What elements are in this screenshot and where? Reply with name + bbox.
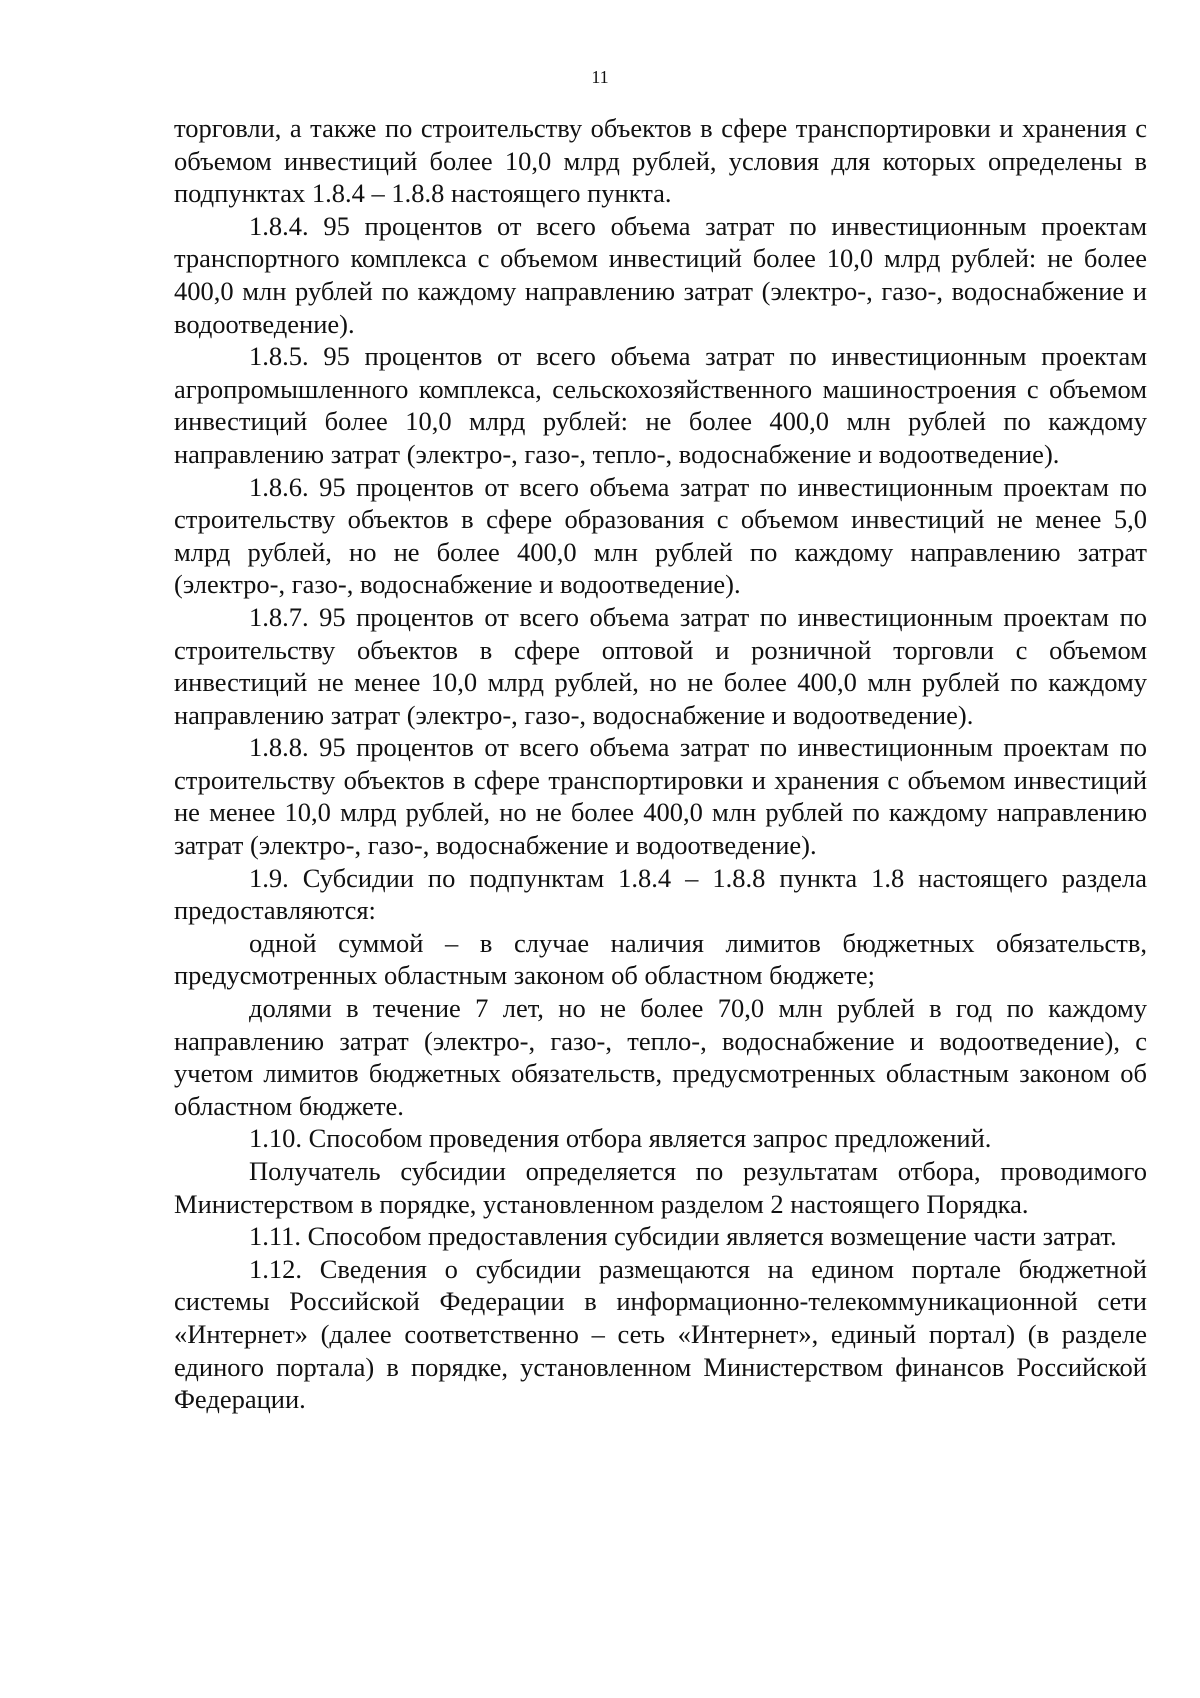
document-body (174, 112, 1147, 1416)
paragraph: 1.8.5. 95 процентов от всего объема затрат по инвестиционным проектам агропромышленного комплекса, сельскохозяйственного машиностроения с объемом инвестиций более 10,0 млрд рублей: не более 400,0 млн рублей по каждому направлению затрат (электро-, газо-, тепло-, водоснабжение и водоотведение). (174, 341, 1147, 469)
paragraph: 1.8.6. 95 процентов от всего объема затрат по инвестиционным проектам по строительству объектов в сфере образования с объемом инвестиций не менее 5,0 млрд рублей, но не более 400,0 млн рублей по каждому направлению затрат (электро-, газо-, водоснабжение и водоотведение). (174, 471, 1147, 600)
paragraph: Получатель субсидии определяется по результатам отбора, проводимого Министерством в порядке, установленном разделом 2 настоящего Порядка. (174, 1156, 1147, 1219)
page-number: 11 (591, 67, 609, 87)
paragraph: долями в течение 7 лет, но не более 70,0 млн рублей в год по каждому направлению затрат (электро-, газо-, тепло-, водоснабжение и водоотведение), с учетом лимитов бюджетных обязательств, предусмотренных областным законом об областном бюджете. (174, 993, 1147, 1121)
paragraph: торговли, а также по строительству объектов в сфере транспортировки и хранения с объемом инвестиций более 10,0 млрд рублей, условия для которых определены в подпунктах 1.8.4 – 1.8.8 настоящего пункта. (174, 113, 1147, 209)
paragraph: 1.11. Способом предоставления субсидии является возмещение части затрат. (249, 1221, 1117, 1252)
paragraph: 1.8.8. 95 процентов от всего объема затрат по инвестиционным проектам по строительству объектов в сфере транспортировки и хранения с объемом инвестиций не менее 10,0 млрд рублей, но не более 400,0 млн рублей по каждому направлению затрат (электро-, газо-, водоснабжение и водоотведение). (174, 732, 1147, 861)
paragraph: 1.12. Сведения о субсидии размещаются на едином портале бюджетной системы Российской Федерации в информационно-телекоммуникационной сети «Интернет» (далее соответственно – сеть «Интернет», единый портал) (в разделе единого портала) в порядке, установленном Министерством финансов Российской Федерации. (174, 1253, 1147, 1415)
paragraph: одной суммой – в случае наличия лимитов бюджетных обязательств, предусмотренных областным законом об областном бюджете; (174, 927, 1147, 991)
paragraph: 1.9. Субсидии по подпунктам 1.8.4 – 1.8.8 пункта 1.8 настоящего раздела предоставляются: (174, 862, 1147, 926)
paragraph: 1.8.4. 95 процентов от всего объема затрат по инвестиционным проектам транспортного комплекса с объемом инвестиций более 10,0 млрд рублей: не более 400,0 млн рублей по каждому направлению затрат (электро-, газо-, водоснабжение и водоотведение). (174, 210, 1147, 339)
paragraph: 1.8.7. 95 процентов от всего объема затрат по инвестиционным проектам по строительству объектов в сфере оптовой и розничной торговли с объемом инвестиций не менее 10,0 млрд рублей, но не более 400,0 млн рублей по каждому направлению затрат (электро-, газо-, водоснабжение и водоотведение). (174, 601, 1147, 730)
paragraph: 1.10. Способом проведения отбора является запрос предложений. (249, 1123, 992, 1154)
